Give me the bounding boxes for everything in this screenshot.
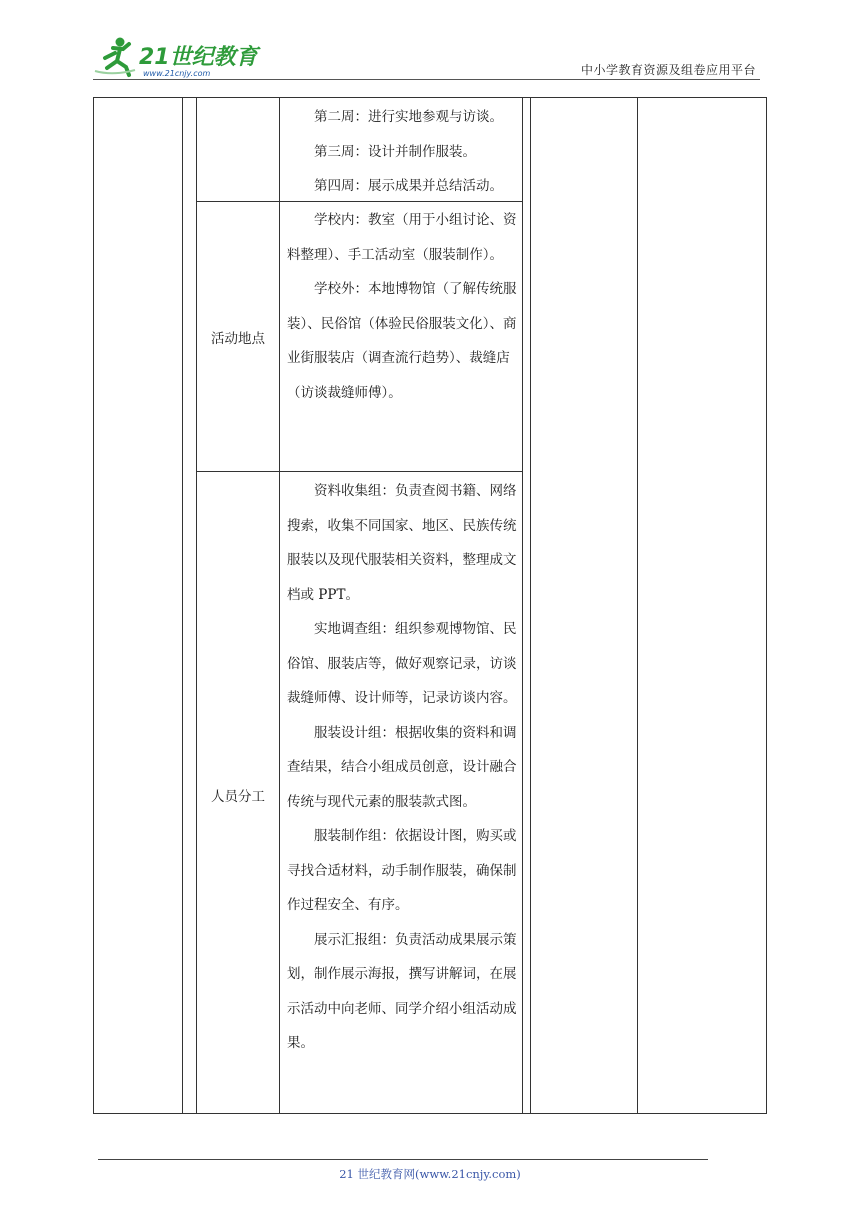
table-col-line bbox=[182, 97, 183, 1114]
table-col-line bbox=[637, 97, 638, 1114]
table-col-line bbox=[196, 97, 197, 1114]
staffing-label: 人员分工 bbox=[211, 789, 265, 805]
location-inside: 学校内：教室（用于小组讨论、资料整理）、手工活动室（服装制作）。 bbox=[287, 212, 517, 263]
location-label: 活动地点 bbox=[211, 331, 265, 347]
schedule-week3: 第三周：设计并制作服装。 bbox=[314, 143, 476, 160]
group-design: 服装设计组：根据收集的资料和调查结果，结合小组成员创意，设计融合传统与现代元素的服装款式图。 bbox=[287, 724, 517, 810]
footer-link[interactable]: 21 世纪教育网(www.21cnjy.com) bbox=[339, 1167, 521, 1181]
logo-text: 21世纪教育 bbox=[139, 45, 258, 70]
site-logo bbox=[93, 34, 263, 78]
group-survey: 实地调查组：组织参观博物馆、民俗馆、服装店等，做好观察记录，访谈裁缝师傅、设计师等，记录访谈内容。 bbox=[287, 621, 517, 706]
platform-title: 中小学教育资源及组卷应用平台 bbox=[580, 63, 756, 77]
schedule-week2: 第二周：进行实地参观与访谈。 bbox=[314, 109, 503, 125]
group-presentation: 展示汇报组：负责活动成果展示策划，制作展示海报，撰写讲解词，在展示活动中向老师、同学介绍小组活动成果。 bbox=[287, 931, 517, 1051]
table-border-right bbox=[766, 97, 767, 1114]
table-border-top bbox=[93, 97, 767, 98]
table-border-left bbox=[93, 97, 94, 1114]
table-border-bottom bbox=[93, 1113, 767, 1114]
page-header bbox=[93, 30, 760, 78]
group-research: 资料收集组：负责查阅书籍、网络搜索，收集不同国家、地区、民族传统服装以及现代服装相关资料，整理成文档或 PPT。 bbox=[287, 483, 517, 603]
location-outside: 学校外：本地博物馆（了解传统服装）、民俗馆（体验民俗服装文化）、商业街服装店（调查流行趋势）、裁缝店（访谈裁缝师傅）。 bbox=[287, 281, 517, 401]
logo-url: www.21cnjy.com bbox=[143, 69, 211, 78]
header-divider bbox=[93, 79, 760, 80]
row-location-content bbox=[287, 203, 519, 410]
row-schedule-content bbox=[287, 100, 519, 204]
row-staffing-content bbox=[287, 474, 519, 1061]
footer-divider bbox=[98, 1159, 708, 1160]
table-col-line bbox=[279, 97, 280, 1114]
schedule-week4: 第四周：展示成果并总结活动。 bbox=[314, 178, 503, 194]
table-col-line bbox=[530, 97, 531, 1114]
table-row-line bbox=[196, 471, 523, 472]
group-production: 服装制作组：依据设计图，购买或寻找合适材料，动手制作服装，确保制作过程安全、有序。 bbox=[287, 828, 517, 913]
table-col-line bbox=[522, 97, 523, 1114]
